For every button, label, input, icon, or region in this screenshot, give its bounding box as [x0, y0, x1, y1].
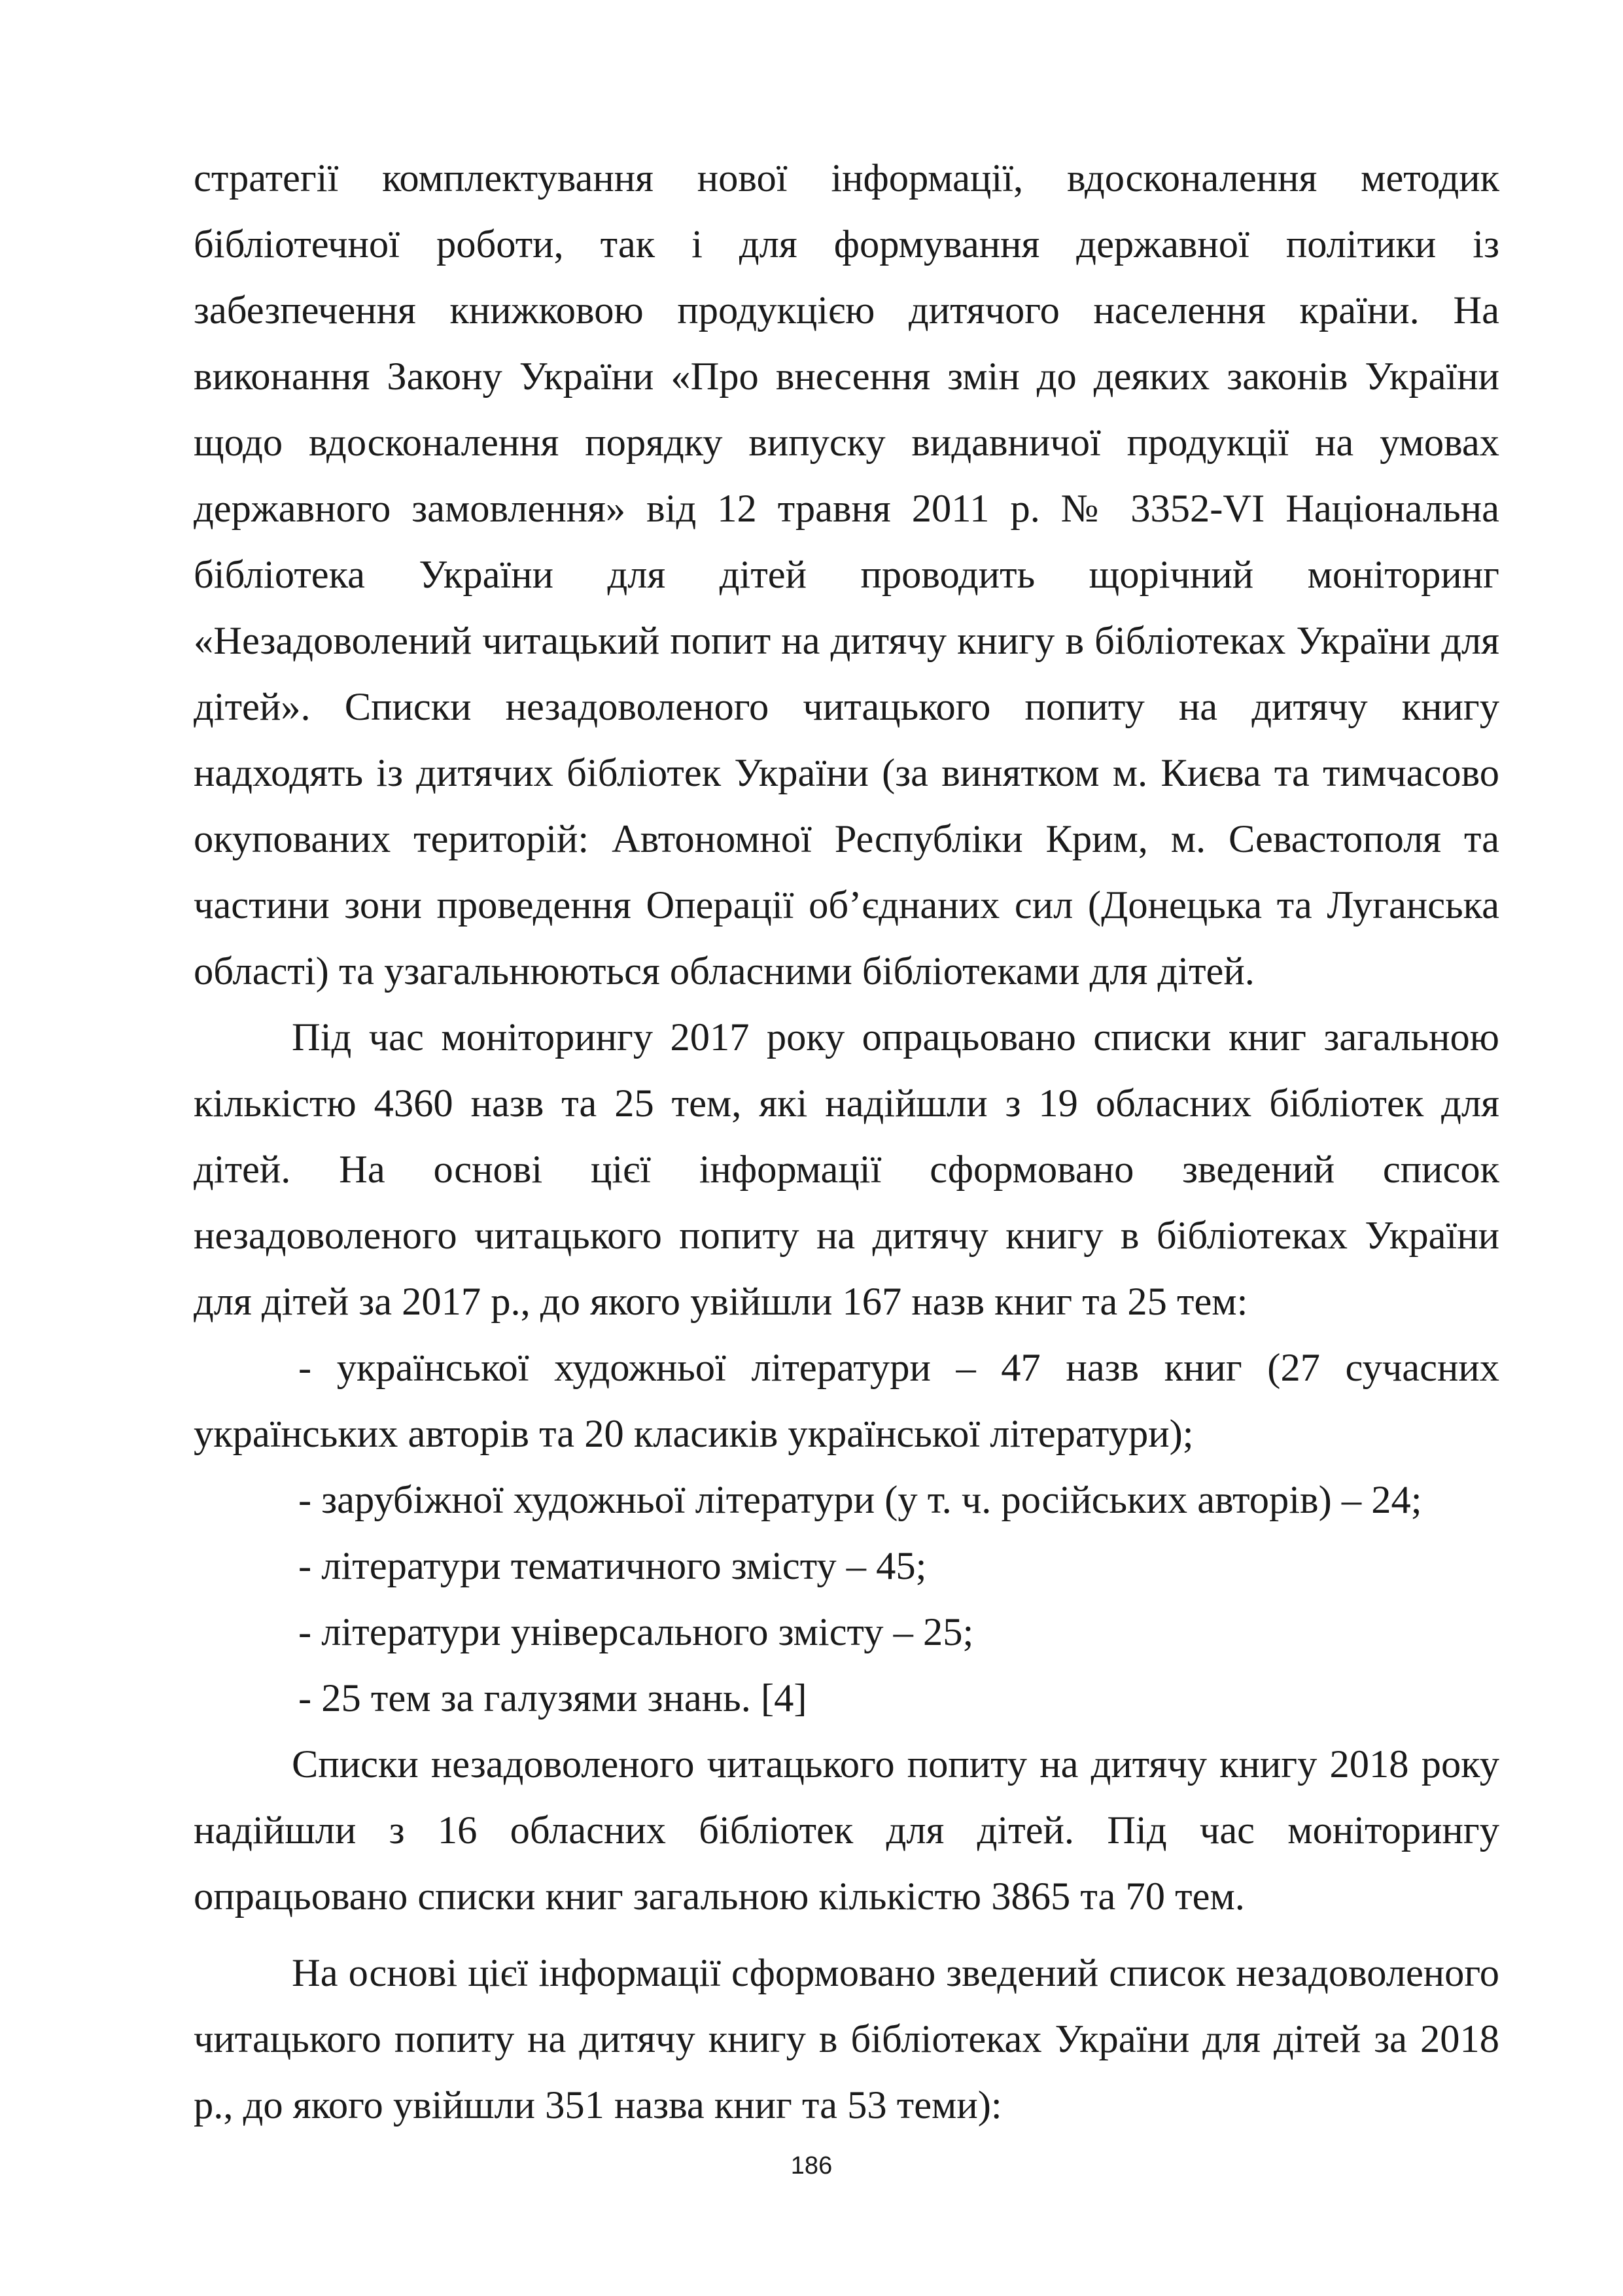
body-text	[194, 145, 1499, 2138]
list-item-thematic-literature: - літератури тематичного змісту – 45;	[298, 1544, 927, 1588]
paragraph-monitoring-2018: Списки незадоволеного читацького попиту на дитячу книгу 2018 року надійшли з 16 обласних бібліотек для дітей. Під час моніторингу опрацьовано списки книг загальною кількістю 3865 та 70 тем.	[194, 1742, 1499, 1918]
page-number: 186	[790, 2152, 833, 2180]
list-item-foreign-literature: - зарубіжної художньої літератури (у т. ч. російських авторів) – 24;	[298, 1478, 1422, 1522]
list-item-ukrainian-literature: - української художньої літератури – 47 назв книг (27 сучасних українських авторів та 20 класиків української літератури);	[194, 1346, 1499, 1456]
list-item-universal-literature: - літератури універсального змісту – 25;	[298, 1610, 974, 1654]
paragraph-monitoring-2017: Під час моніторингу 2017 року опрацьовано списки книг загальною кількістю 4360 назв та 25 тем, які надійшли з 19 обласних бібліотек для дітей. На основі цієї інформації сформовано зведений список незадоволеного читацького попиту на дитячу книгу в бібліотеках України для дітей за 2017 р., до якого увійшли 167 назв книг та 25 тем:	[194, 1016, 1499, 1324]
paragraph-summary-2018: На основі цієї інформації сформовано зведений список незадоволеного читацького попиту на дитячу книгу в бібліотеках України для дітей за 2018 р., до якого увійшли 351 назва книг та 53 теми):	[194, 1951, 1499, 2127]
paragraph-continuation: стратегії комплектування нової інформації, вдосконалення методик бібліотечної роботи, так і для формування державної політики із забезпечення книжковою продукцією дитячого населення країни. На виконання Закону України «Про внесення змін до деяких законів України щодо вдосконалення порядку випуску видавничої продукції на умовах державного замовлення» від 12 травня 2011 р. № 3352-VI Національна бібліотека України для дітей проводить щорічний моніторинг «Незадоволений читацький попит на дитячу книгу в бібліотеках України для дітей». Списки незадоволеного читацького попиту на дитячу книгу надходять із дитячих бібліотек України (за винятком м. Києва та тимчасово окупованих територій: Автономної Республіки Крим, м. Севастополя та частини зони проведення Операції об’єднаних сил (Донецька та Луганська області) та узагальнюються обласними бібліотеками для дітей.	[194, 156, 1499, 993]
list-item-topics: - 25 тем за галузями знань. [4]	[298, 1676, 807, 1720]
